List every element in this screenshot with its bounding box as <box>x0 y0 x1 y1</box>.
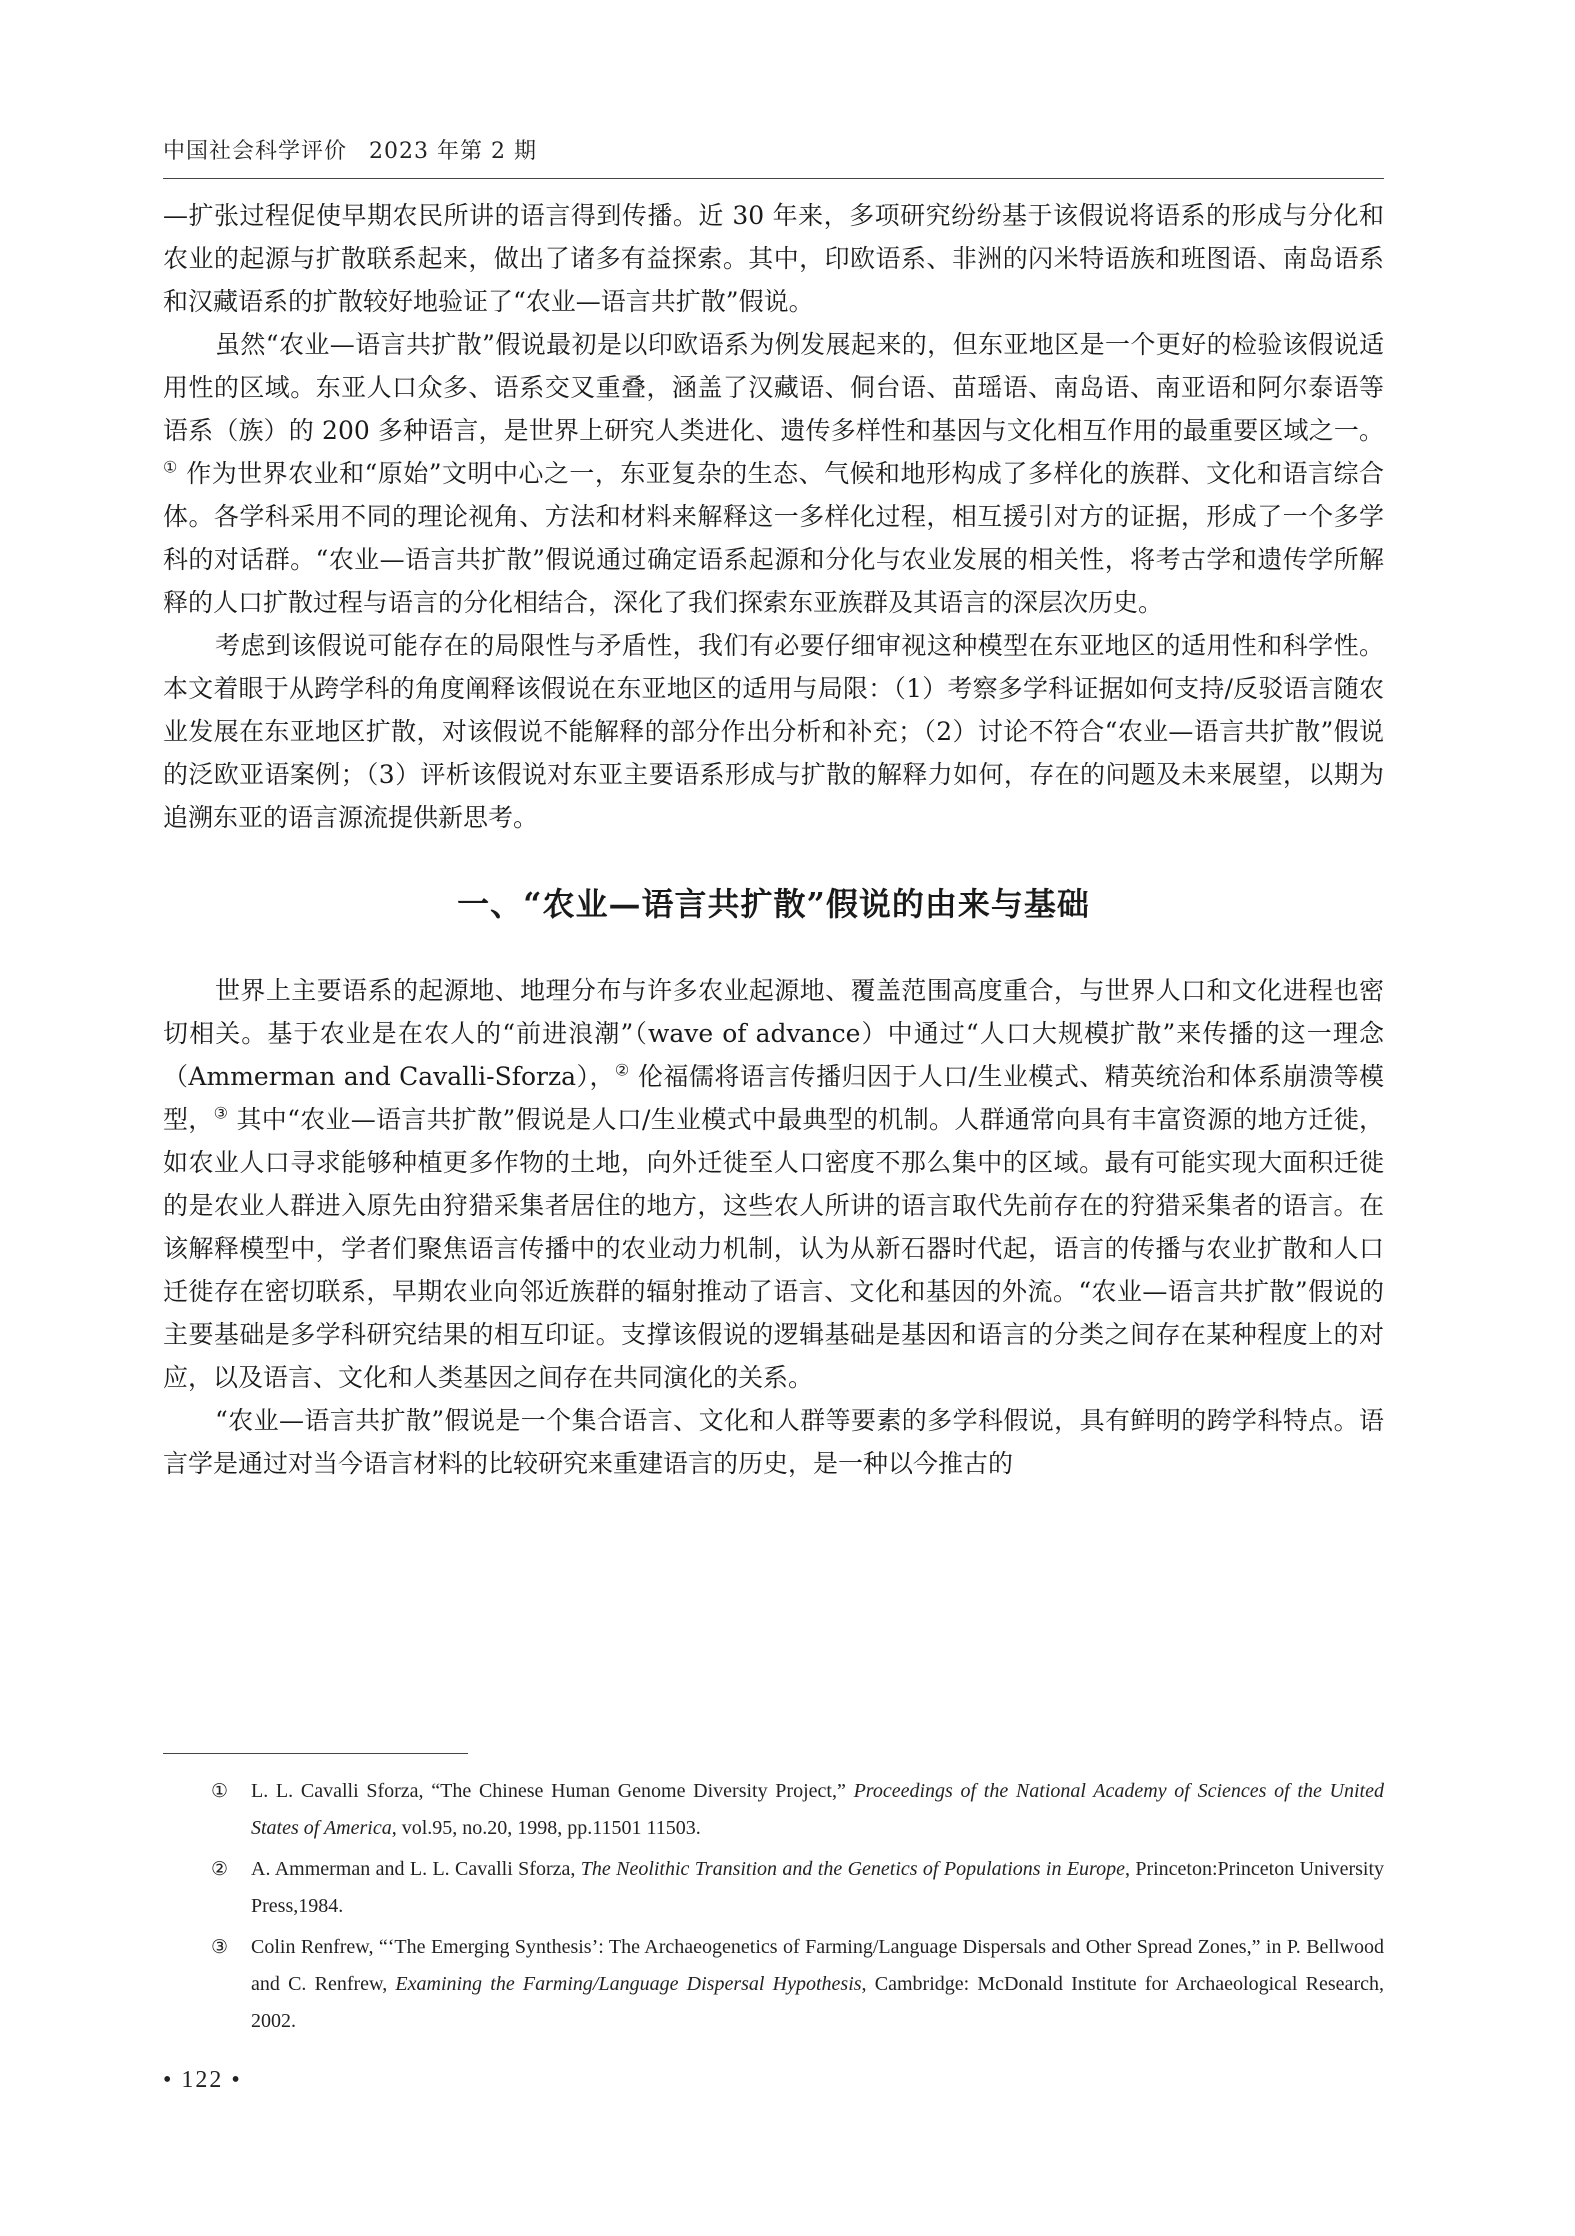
footnote-author: L. L. Cavalli Sforza, “The Chinese Human Genome Diversity Project,” <box>251 1780 854 1802</box>
paragraph <box>163 1399 1384 1485</box>
body-text <box>163 194 1384 1485</box>
paragraph-text: —扩张过程促使早期农民所讲的语言得到传播。近 30 年来，多项研究纷纷基于该假说将语系的形成与分化和农业的起源与扩散联系起来，做出了诸多有益探索。其中，印欧语系、非洲的闪米特语族和班图语、南岛语系和汉藏语系的扩散较好地验证了“农业—语言共扩散”假说。 <box>163 201 1384 316</box>
footnote-ref[interactable]: ② <box>614 1060 630 1080</box>
footnote-title: Proceedings of the National Academy of Sciences of the United States of America <box>251 1780 1384 1839</box>
footnote-text <box>251 1929 1384 2040</box>
paragraph-text: 虽然“农业—语言共扩散”假说最初是以印欧语系为例发展起来的，但东亚地区是一个更好的检验该假说适用性的区域。东亚人口众多、语系交叉重叠，涵盖了汉藏语、侗台语、苗瑶语、南岛语、南亚语和阿尔泰语等语系（族）的 200 多种语言，是世界上研究人类进化、遗传多样性和基因与文化相互作用的最重要区域之一。 <box>163 330 1384 445</box>
footnote-mark: ③ <box>211 1936 229 1958</box>
paragraph-text: “农业—语言共扩散”假说是一个集合语言、文化和人群等要素的多学科假说，具有鲜明的跨学科特点。语言学是通过对当今语言材料的比较研究来重建语言的历史，是一种以今推古的 <box>163 1406 1384 1478</box>
paragraph-text: 伦福儒将语言传播归因于人口/生业模式、精英统治和体系崩溃等模型， <box>163 1062 1385 1134</box>
paragraph-text: 作为世界农业和“原始”文明中心之一，东亚复杂的生态、气候和地形构成了多样化的族群、文化和语言综合体。各学科采用不同的理论视角、方法和材料来解释这一多样化过程，相互援引对方的证据，形成了一个多学科的对话群。“农业—语言共扩散”假说通过确定语系起源和分化与农业发展的相关性，将考古学和遗传学所解释的人口扩散过程与语言的分化相结合，深化了我们探索东亚族群及其语言的深层次历史。 <box>163 459 1384 617</box>
paragraph <box>163 194 1384 323</box>
page <box>163 0 1384 2236</box>
paragraph-text: 考虑到该假说可能存在的局限性与矛盾性，我们有必要仔细审视这种模型在东亚地区的适用性和科学性。本文着眼于从跨学科的角度阐释该假说在东亚地区的适用与局限：（1）考察多学科证据如何支持/反驳语言随农业发展在东亚地区扩散，对该假说不能解释的部分作出分析和补充；（2）讨论不符合“农业—语言共扩散”假说的泛欧亚语案例；（3）评析该假说对东亚主要语系形成与扩散的解释力如何，存在的问题及未来展望，以期为追溯东亚的语言源流提供新思考。 <box>163 631 1384 832</box>
paragraph <box>163 323 1384 624</box>
footnote-mark: ② <box>211 1858 229 1880</box>
footnote <box>211 1929 1384 2040</box>
footnote-title: Examining the Farming/Language Dispersal Hypothesis <box>395 1973 862 1995</box>
paragraph-text: 其中“农业—语言共扩散”假说是人口/生业模式中最典型的机制。人群通常向具有丰富资源的地方迁徙，如农业人口寻求能够种植更多作物的土地，向外迁徙至人口密度不那么集中的区域。最有可能实现大面积迁徙的是农业人群进入原先由狩猎采集者居住的地方，这些农人所讲的语言取代先前存在的狩猎采集者的语言。在该解释模型中，学者们聚焦语言传播中的农业动力机制，认为从新石器时代起，语言的传播与农业扩散和人口迁徙存在密切联系，早期农业向邻近族群的辐射推动了语言、文化和基因的外流。“农业—语言共扩散”假说的主要基础是多学科研究结果的相互印证。支撑该假说的逻辑基础是基因和语言的分类之间存在某种程度上的对应，以及语言、文化和人类基因之间存在共同演化的关系。 <box>163 1105 1384 1392</box>
footnote-author: A. Ammerman and L. L. Cavalli Sforza, <box>251 1858 581 1880</box>
footnote-author: Colin Renfrew, “‘The Emerging Synthesis’: The Archaeogenetics of Farming/Language Dispersals and Other Spread Zones,” in P. Bellwood and C. Renfrew, <box>251 1936 1384 1995</box>
footnote-source: , vol.95, no.20, 1998, pp.11501 11503. <box>391 1817 701 1839</box>
footnote-source: , Cambridge: McDonald Institute for Archaeological Research, 2002. <box>251 1973 1384 2032</box>
paragraph <box>163 969 1384 1399</box>
footnote-title: The Neolithic Transition and the Genetics of Populations in Europe <box>580 1858 1125 1880</box>
footnote-source: , Princeton:Princeton University Press,1984. <box>251 1858 1384 1917</box>
footnote-ref[interactable]: ① <box>163 457 178 477</box>
header-rule <box>163 178 1384 179</box>
section-title: 一、“农业—语言共扩散”假说的由来与基础 <box>457 885 1090 923</box>
footnote-ref[interactable]: ③ <box>213 1103 229 1123</box>
issue-label: 2023 年第 2 期 <box>369 139 537 164</box>
paragraph <box>163 624 1384 839</box>
footnote-rule <box>163 1753 468 1754</box>
footnote-text <box>251 1773 1384 1847</box>
running-head <box>163 134 537 165</box>
page-number: • 122 • <box>163 2067 242 2093</box>
footnotes <box>211 1773 1384 2044</box>
paragraph-text: 世界上主要语系的起源地、地理分布与许多农业起源地、覆盖范围高度重合，与世界人口和文化进程也密切相关。基于农业是在农人的“前进浪潮”（wave of advance）中通过“人口大规模扩散”来传播的这一理念（Ammerman and Cavalli-Sforza）， <box>163 976 1384 1091</box>
footnote <box>211 1851 1384 1925</box>
footnote-mark: ① <box>211 1780 229 1802</box>
footnote <box>211 1773 1384 1847</box>
journal-name: 中国社会科学评价 <box>163 139 348 164</box>
footnote-text <box>251 1851 1384 1925</box>
